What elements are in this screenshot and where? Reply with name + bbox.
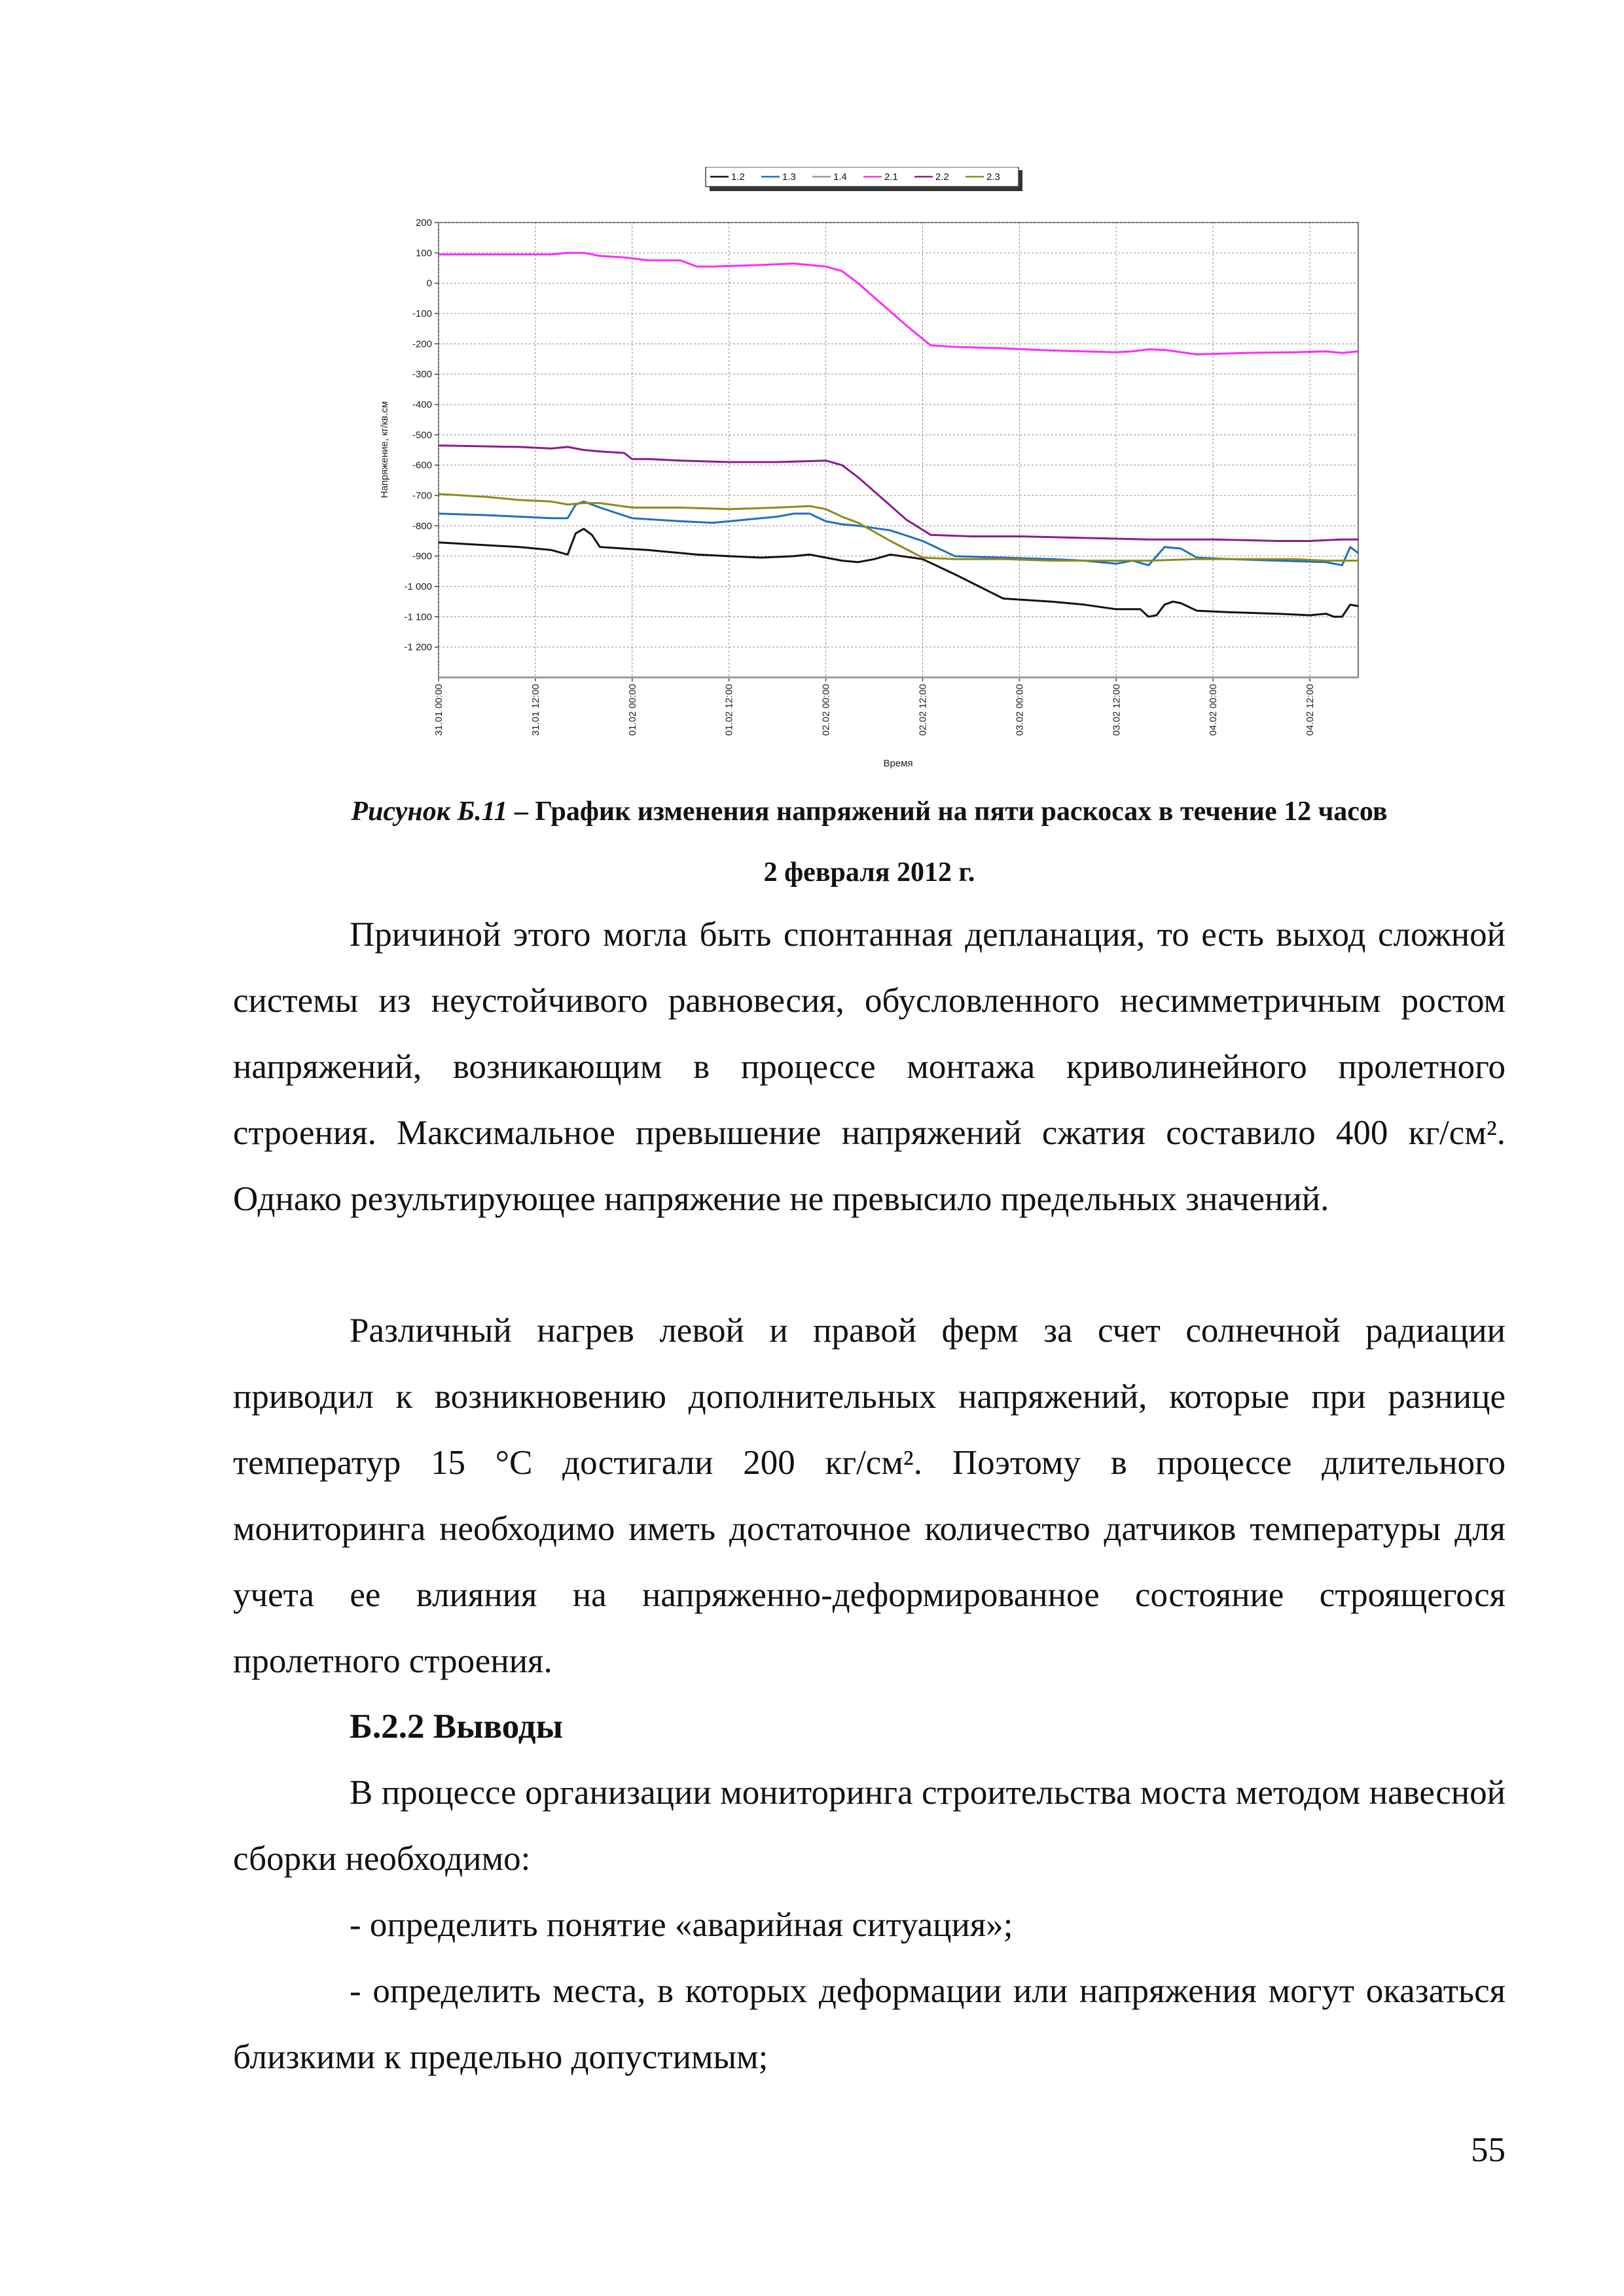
chart-legend: [706, 167, 1022, 191]
y-tick-label: -700: [412, 490, 432, 501]
x-tick-label: 03.02 12:00: [1111, 684, 1123, 736]
y-tick-label: -500: [412, 429, 432, 441]
caption-text: – График изменения напряжений на пяти раскосах в течение 12 часов: [507, 797, 1388, 827]
section-heading: Б.2.2 Выводы: [350, 1708, 563, 1746]
y-tick-label: -900: [412, 550, 432, 562]
x-tick-label: 02.02 12:00: [917, 684, 929, 736]
legend-label: 2.3: [986, 171, 1000, 183]
x-axis-ticks: [433, 677, 1316, 736]
x-tick-label: 03.02 00:00: [1014, 684, 1026, 736]
legend-label: 1.3: [782, 171, 796, 183]
y-axis-label: Напряжение, кг/кв.см: [379, 401, 390, 499]
y-tick-label: -1 000: [404, 581, 432, 592]
paragraph-1: Причиной этого могла быть спонтанная депланация, то есть выход сложной системы из неустойчивого равновесия, обусловленного несимметричным ростом напряжений, возникающим в процессе монтажа криволинейного пролетного строения. Максимальное превышение напряжений сжатия составило 400 кг/см². Однако результирующее напряжение не превысило предельных значений.: [233, 916, 1506, 1218]
figure-caption-line2: 2 февраля 2012 г.: [763, 857, 975, 888]
x-tick-label: 04.02 12:00: [1305, 684, 1316, 736]
y-tick-label: -100: [412, 308, 432, 319]
y-tick-label: -800: [412, 520, 432, 532]
legend-label: 2.2: [935, 171, 949, 183]
y-tick-label: -1 100: [404, 611, 432, 623]
list-item-2: - определить места, в которых деформации или напряжения могут оказаться близкими к предельно допустимым;: [233, 1972, 1506, 2076]
y-tick-label: -400: [412, 399, 432, 410]
x-tick-label: 31.01 12:00: [530, 684, 541, 736]
x-tick-label: 04.02 00:00: [1208, 684, 1219, 736]
x-axis-label: Время: [883, 758, 913, 769]
y-tick-label: 200: [415, 217, 432, 228]
x-tick-label: 01.02 00:00: [626, 684, 638, 736]
y-tick-label: -600: [412, 459, 432, 471]
list-item-1: - определить понятие «аварийная ситуация»;: [350, 1906, 1013, 1944]
plot-area: [439, 223, 1358, 677]
legend-label: 1.2: [731, 171, 745, 183]
page-number: 55: [1471, 2131, 1506, 2169]
legend-label: 2.1: [884, 171, 898, 183]
y-tick-label: 0: [426, 278, 432, 289]
y-tick-label: 100: [415, 247, 432, 259]
x-tick-label: 02.02 00:00: [820, 684, 832, 736]
paragraph-3: В процессе организации мониторинга строительства моста методом навесной сборки необходимо:: [233, 1774, 1506, 1878]
y-tick-label: -1 200: [404, 641, 432, 653]
caption-label: Рисунок Б.11: [351, 797, 508, 827]
paragraph-2: Различный нагрев левой и правой ферм за счет солнечной радиации приводил к возникновению дополнительных напряжений, которые при разнице температур 15 °С достигали 200 кг/см². Поэтому в процессе длительного мониторинга необходимо иметь достаточное количество датчиков температуры для учета ее влияния на напряженно-деформированное состояние строящегося пролетного строения.: [233, 1312, 1506, 1680]
stress-chart: [353, 167, 1375, 772]
legend-label: 1.4: [833, 171, 847, 183]
y-tick-label: -300: [412, 368, 432, 380]
x-tick-label: 31.01 00:00: [433, 684, 444, 736]
y-tick-label: -200: [412, 338, 432, 350]
figure-caption: [233, 793, 1506, 830]
x-tick-label: 01.02 12:00: [723, 684, 735, 736]
y-axis-ticks: [404, 217, 439, 653]
